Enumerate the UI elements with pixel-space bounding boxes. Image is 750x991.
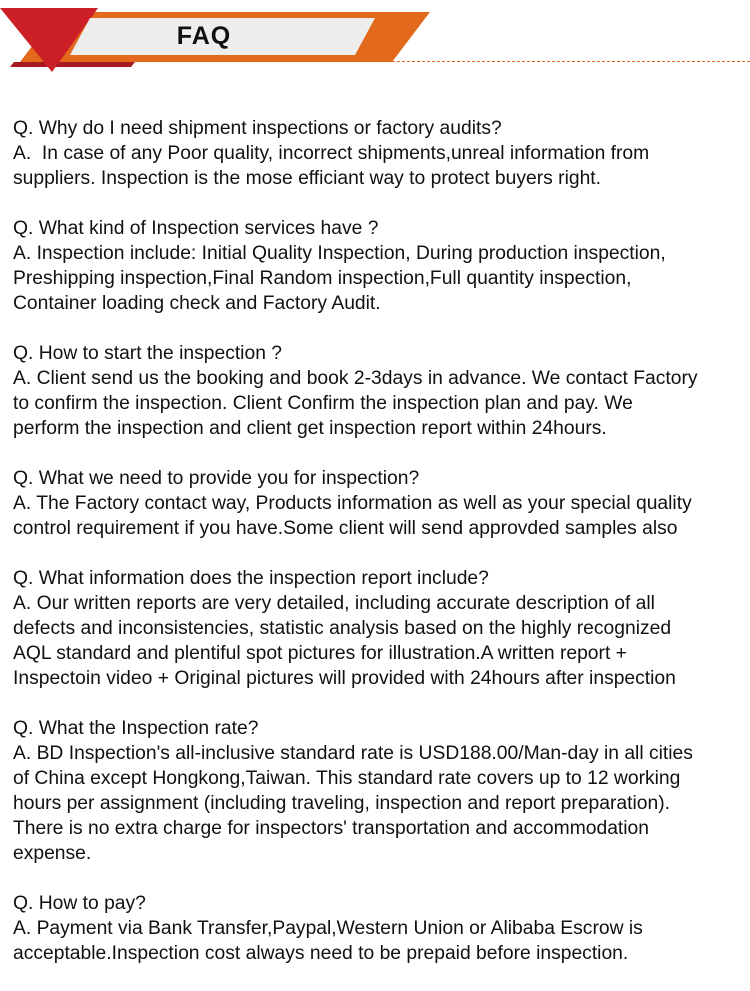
page-title: FAQ (176, 22, 232, 50)
faq-answer-line: A. Inspection include: Initial Quality Inspection, During production inspection, (13, 243, 666, 264)
faq-answer-line: A. The Factory contact way, Products information as well as your special quality (13, 493, 692, 514)
banner-red-stripe (10, 62, 135, 67)
faq-question: Q. What information does the inspection report include? (13, 568, 489, 589)
faq-answer-line: hours per assignment (including traveling, inspection and report preparation). (13, 793, 671, 814)
faq-list (13, 116, 743, 991)
faq-question: Q. What we need to provide you for inspection? (13, 468, 420, 489)
faq-question: Q. What the Inspection rate? (13, 718, 259, 739)
faq-question: Q. How to pay? (13, 893, 146, 914)
faq-answer-line: A. Client send us the booking and book 2-3days in advance. We contact Factory (13, 368, 698, 389)
faq-answer-line: There is no extra charge for inspectors' transportation and accommodation (13, 818, 650, 839)
faq-item (13, 891, 743, 966)
faq-answer-line: acceptable.Inspection cost always need to be prepaid before inspection. (13, 943, 629, 964)
banner-graphic (0, 0, 750, 80)
faq-answer-line: A. In case of any Poor quality, incorrect shipments,unreal information from (13, 143, 650, 164)
faq-item (13, 716, 743, 866)
faq-item (13, 216, 743, 316)
faq-answer-line: perform the inspection and client get inspection report within 24hours. (13, 418, 607, 439)
faq-item (13, 116, 743, 191)
faq-answer-line: to confirm the inspection. Client Confirm the inspection plan and pay. We (13, 393, 633, 414)
faq-answer-line: A. Payment via Bank Transfer,Paypal,Western Union or Alibaba Escrow is (13, 918, 643, 939)
faq-question: Q. Why do I need shipment inspections or factory audits? (13, 118, 502, 139)
faq-answer-line: A. BD Inspection's all-inclusive standard rate is USD188.00/Man-day in all cities (13, 743, 693, 764)
faq-answer-line: Container loading check and Factory Audit. (13, 293, 381, 314)
faq-question: Q. What kind of Inspection services have ? (13, 218, 379, 239)
faq-answer-line: AQL standard and plentiful spot pictures for illustration.A written report + (13, 643, 627, 664)
faq-header-banner (0, 0, 750, 80)
faq-answer-line: defects and inconsistencies, statistic analysis based on the highly recognized (13, 618, 672, 639)
faq-answer-line: control requirement if you have.Some client will send approvded samples also (13, 518, 678, 539)
faq-answer-line: suppliers. Inspection is the mose efficiant way to protect buyers right. (13, 168, 602, 189)
faq-question: Q. How to start the inspection ? (13, 343, 282, 364)
faq-item (13, 341, 743, 441)
faq-answer-line: of China except Hongkong,Taiwan. This standard rate covers up to 12 working (13, 768, 681, 789)
faq-answer-line: Inspectoin video + Original pictures will provided with 24hours after inspection (13, 668, 676, 689)
faq-answer-line: expense. (13, 843, 92, 864)
faq-answer-line: A. Our written reports are very detailed, including accurate description of all (13, 593, 655, 614)
faq-item (13, 466, 743, 541)
faq-answer-line: Preshipping inspection,Final Random inspection,Full quantity inspection, (13, 268, 632, 289)
faq-item (13, 566, 743, 691)
